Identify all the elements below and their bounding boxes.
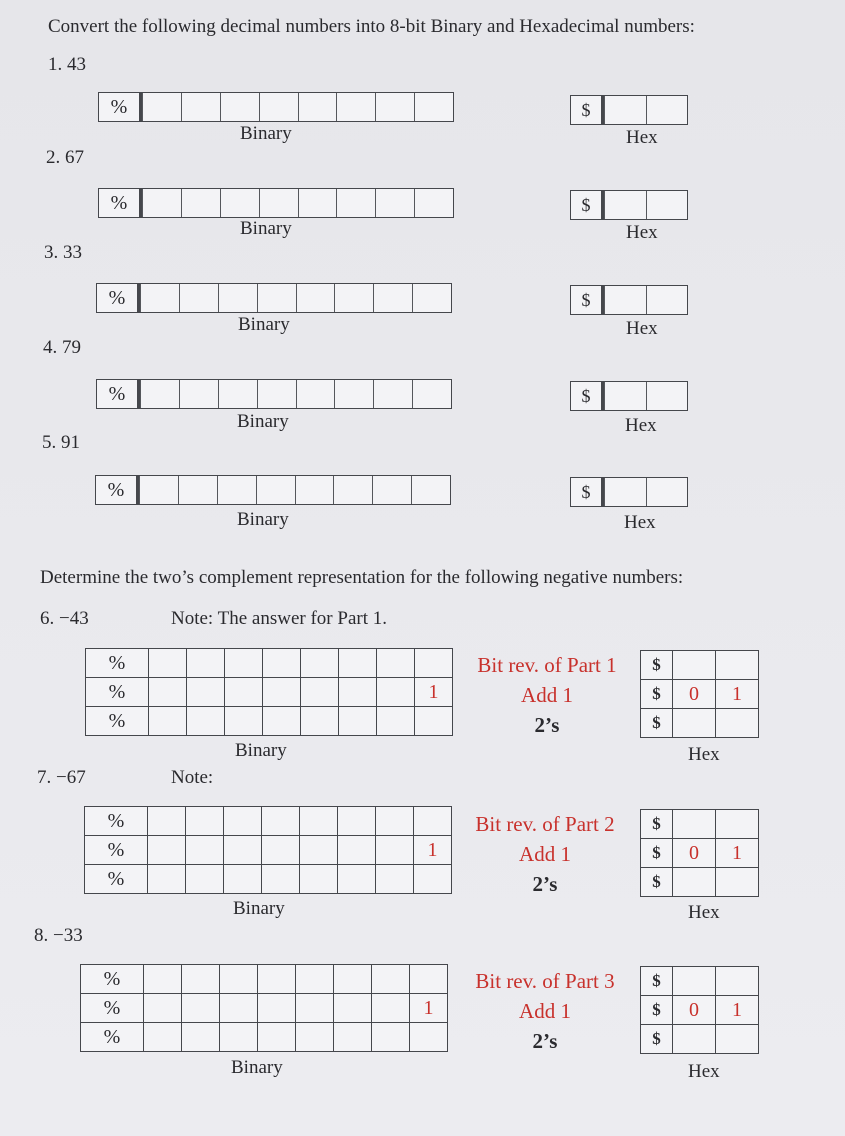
bit-cell[interactable]	[220, 93, 259, 121]
bit-cell[interactable]	[144, 965, 182, 994]
bit-cell[interactable]	[296, 284, 335, 312]
problem-note: Note: The answer for Part 1.	[171, 608, 387, 629]
bit-cell[interactable]	[149, 678, 187, 707]
problem-label: 4. 79	[43, 337, 81, 358]
bit-cell[interactable]	[377, 678, 415, 707]
hex-cell[interactable]	[673, 868, 716, 897]
bit-cell[interactable]	[301, 649, 339, 678]
bit-cell[interactable]	[372, 994, 410, 1023]
bit-cell[interactable]	[220, 994, 258, 1023]
binary-prefix: %	[99, 189, 142, 217]
binary-prefix: %	[97, 380, 140, 408]
hex-cell[interactable]	[673, 709, 716, 738]
bit-cell[interactable]	[300, 807, 338, 836]
twos-hex-table[interactable]	[640, 650, 759, 738]
hex-cell[interactable]	[646, 96, 688, 124]
bit-cell[interactable]	[225, 678, 263, 707]
bit-cell[interactable]	[376, 836, 414, 865]
hex-prefix: $	[571, 96, 604, 124]
bit-cell[interactable]	[334, 1023, 372, 1052]
add-one-label: Add 1	[519, 999, 571, 1023]
table-row	[641, 868, 759, 897]
bit-cell[interactable]	[377, 707, 415, 736]
binary-prefix: %	[85, 807, 148, 836]
hex-label: Hex	[626, 318, 658, 339]
table-row	[86, 707, 453, 736]
bit-cell[interactable]	[334, 380, 373, 408]
hex-cell[interactable]	[604, 191, 646, 219]
table-row	[86, 649, 453, 678]
bit-cell[interactable]	[178, 476, 217, 504]
bit-cell[interactable]	[187, 649, 225, 678]
binary-label: Binary	[235, 740, 287, 761]
binary-prefix: %	[81, 965, 144, 994]
filled-hex-cell: 1	[716, 680, 759, 709]
table-row	[81, 994, 448, 1023]
hex-cell[interactable]	[716, 967, 759, 996]
bit-cell[interactable]	[218, 284, 257, 312]
hex-cell[interactable]	[646, 191, 688, 219]
filled-hex-cell: 1	[716, 996, 759, 1025]
bit-cell[interactable]	[140, 284, 179, 312]
bit-cell[interactable]	[144, 1023, 182, 1052]
hex-cell[interactable]	[716, 1025, 759, 1054]
hex-cell[interactable]	[604, 478, 646, 506]
bit-cell[interactable]	[296, 965, 334, 994]
twos-label: 2’s	[532, 1029, 558, 1053]
bit-cell[interactable]	[298, 189, 337, 217]
bit-cell[interactable]	[296, 1023, 334, 1052]
problem-note: Note:	[171, 767, 214, 788]
bit-cell[interactable]	[339, 678, 377, 707]
bit-cell[interactable]	[181, 189, 220, 217]
table-row	[641, 709, 759, 738]
bit-cell[interactable]	[414, 189, 453, 217]
bit-cell[interactable]	[224, 836, 262, 865]
filled-hex-cell: 0	[673, 680, 716, 709]
bit-cell[interactable]	[263, 678, 301, 707]
binary-prefix: %	[86, 707, 149, 736]
bit-cell[interactable]	[259, 189, 298, 217]
bit-cell[interactable]	[144, 994, 182, 1023]
binary-label: Binary	[238, 314, 290, 335]
binary-prefix: %	[85, 865, 148, 894]
bit-cell[interactable]	[412, 380, 451, 408]
bit-cell[interactable]	[186, 836, 224, 865]
problem-label: 8. −33	[34, 925, 83, 946]
hex-prefix: $	[641, 651, 673, 680]
table-row	[641, 996, 759, 1025]
bit-cell[interactable]	[333, 476, 372, 504]
bit-reverse-label: Bit rev. of Part 1	[477, 653, 617, 677]
bit-cell[interactable]	[182, 1023, 220, 1052]
bit-cell[interactable]	[300, 865, 338, 894]
bit-cell[interactable]	[224, 865, 262, 894]
hex-label: Hex	[626, 127, 658, 148]
hex-cell[interactable]	[716, 810, 759, 839]
binary-label: Binary	[237, 411, 289, 432]
hex-cell[interactable]	[716, 868, 759, 897]
hex-cell[interactable]	[646, 478, 688, 506]
bit-cell[interactable]	[179, 380, 218, 408]
bit-cell[interactable]	[373, 284, 412, 312]
bit-cell[interactable]	[179, 284, 218, 312]
bit-cell[interactable]	[334, 284, 373, 312]
operation-labels	[452, 966, 638, 1056]
hex-label: Hex	[688, 744, 720, 765]
table-row	[641, 810, 759, 839]
hex-prefix: $	[641, 1025, 673, 1054]
filled-bit-cell: 1	[415, 678, 453, 707]
binary-answer-grid[interactable]	[98, 188, 454, 218]
bit-cell[interactable]	[296, 380, 335, 408]
hex-cell[interactable]	[604, 96, 646, 124]
table-row	[641, 967, 759, 996]
bit-cell[interactable]	[217, 476, 256, 504]
bit-cell[interactable]	[372, 965, 410, 994]
binary-prefix: %	[81, 1023, 144, 1052]
bit-cell[interactable]	[258, 994, 296, 1023]
bit-cell[interactable]	[139, 476, 178, 504]
hex-cell[interactable]	[673, 651, 716, 680]
twos-binary-table[interactable]	[85, 648, 453, 736]
hex-cell[interactable]	[716, 651, 759, 680]
hex-cell[interactable]	[604, 286, 646, 314]
bit-cell[interactable]	[148, 836, 186, 865]
binary-label: Binary	[240, 218, 292, 239]
filled-hex-cell: 1	[716, 839, 759, 868]
bit-cell[interactable]	[142, 189, 181, 217]
bit-cell[interactable]	[412, 284, 451, 312]
twos-binary-table[interactable]	[84, 806, 452, 894]
add-one-label: Add 1	[519, 842, 571, 866]
table-row	[641, 839, 759, 868]
hex-prefix: $	[571, 191, 604, 219]
bit-cell[interactable]	[375, 93, 414, 121]
table-row	[81, 1023, 448, 1052]
bit-cell[interactable]	[149, 707, 187, 736]
bit-cell[interactable]	[339, 649, 377, 678]
operation-labels	[452, 809, 638, 899]
bit-cell[interactable]	[259, 93, 298, 121]
hex-cell[interactable]	[673, 810, 716, 839]
bit-cell[interactable]	[187, 678, 225, 707]
twos-hex-table[interactable]	[640, 966, 759, 1054]
table-row	[641, 651, 759, 680]
bit-cell[interactable]	[257, 380, 296, 408]
bit-cell[interactable]	[182, 994, 220, 1023]
bit-cell[interactable]	[148, 807, 186, 836]
binary-label: Binary	[240, 123, 292, 144]
problem-label: 3. 33	[44, 242, 82, 263]
hex-prefix: $	[641, 996, 673, 1025]
bit-cell[interactable]	[414, 865, 452, 894]
table-row	[85, 865, 452, 894]
hex-cell[interactable]	[646, 382, 688, 410]
bit-cell[interactable]	[301, 707, 339, 736]
bit-cell[interactable]	[257, 284, 296, 312]
bit-cell[interactable]	[256, 476, 295, 504]
bit-cell[interactable]	[336, 189, 375, 217]
bit-cell[interactable]	[142, 93, 181, 121]
bit-cell[interactable]	[300, 836, 338, 865]
bit-cell[interactable]	[336, 93, 375, 121]
hex-answer-grid[interactable]	[570, 190, 688, 220]
twos-binary-table[interactable]	[80, 964, 448, 1052]
problem-label: 2. 67	[46, 147, 84, 168]
twos-label: 2’s	[534, 713, 560, 737]
binary-prefix: %	[81, 994, 144, 1023]
binary-answer-grid[interactable]	[96, 379, 452, 409]
hex-answer-grid[interactable]	[570, 285, 688, 315]
hex-label: Hex	[625, 415, 657, 436]
hex-cell[interactable]	[604, 382, 646, 410]
hex-cell[interactable]	[673, 1025, 716, 1054]
bit-cell[interactable]	[140, 380, 179, 408]
hex-prefix: $	[571, 382, 604, 410]
binary-prefix: %	[97, 284, 140, 312]
bit-cell[interactable]	[376, 807, 414, 836]
bit-cell[interactable]	[187, 707, 225, 736]
table-row	[641, 680, 759, 709]
bit-cell[interactable]	[377, 649, 415, 678]
bit-cell[interactable]	[263, 707, 301, 736]
hex-prefix: $	[641, 868, 673, 897]
bit-cell[interactable]	[148, 865, 186, 894]
hex-prefix: $	[641, 709, 673, 738]
bit-cell[interactable]	[375, 189, 414, 217]
hex-prefix: $	[641, 967, 673, 996]
bit-cell[interactable]	[373, 380, 412, 408]
twos-label: 2’s	[532, 872, 558, 896]
problem-label: 7. −67	[37, 767, 86, 788]
table-row	[86, 678, 453, 707]
binary-answer-grid[interactable]	[95, 475, 451, 505]
bit-cell[interactable]	[262, 807, 300, 836]
bit-cell[interactable]	[414, 93, 453, 121]
problem-label: 6. −43	[40, 608, 89, 629]
bit-cell[interactable]	[338, 836, 376, 865]
hex-label: Hex	[626, 222, 658, 243]
hex-label: Hex	[688, 902, 720, 923]
bit-cell[interactable]	[224, 807, 262, 836]
table-row	[85, 836, 452, 865]
hex-prefix: $	[571, 286, 604, 314]
bit-cell[interactable]	[225, 649, 263, 678]
bit-reverse-label: Bit rev. of Part 2	[475, 812, 615, 836]
bit-cell[interactable]	[298, 93, 337, 121]
bit-cell[interactable]	[376, 865, 414, 894]
bit-cell[interactable]	[220, 965, 258, 994]
binary-label: Binary	[237, 509, 289, 530]
problem-label: 5. 91	[42, 432, 80, 453]
hex-cell[interactable]	[673, 967, 716, 996]
bit-cell[interactable]	[186, 807, 224, 836]
bit-cell[interactable]	[149, 649, 187, 678]
bit-cell[interactable]	[415, 707, 453, 736]
table-row	[85, 807, 452, 836]
hex-cell[interactable]	[716, 709, 759, 738]
binary-label: Binary	[233, 898, 285, 919]
binary-prefix: %	[86, 678, 149, 707]
binary-answer-grid[interactable]	[98, 92, 454, 122]
add-one-label: Add 1	[521, 683, 573, 707]
bit-cell[interactable]	[262, 836, 300, 865]
bit-cell[interactable]	[258, 1023, 296, 1052]
bit-cell[interactable]	[296, 994, 334, 1023]
bit-cell[interactable]	[411, 476, 450, 504]
bit-cell[interactable]	[415, 649, 453, 678]
filled-hex-cell: 0	[673, 996, 716, 1025]
bit-cell[interactable]	[334, 965, 372, 994]
bit-cell[interactable]	[225, 707, 263, 736]
binary-prefix: %	[99, 93, 142, 121]
hex-prefix: $	[641, 680, 673, 709]
hex-cell[interactable]	[646, 286, 688, 314]
bit-cell[interactable]	[220, 189, 259, 217]
problem-label: 1. 43	[48, 54, 86, 75]
hex-answer-grid[interactable]	[570, 381, 688, 411]
part2-instruction: Determine the two’s complement representation for the following negative numbers:	[40, 567, 684, 588]
bit-cell[interactable]	[339, 707, 377, 736]
hex-prefix: $	[641, 839, 673, 868]
hex-label: Hex	[624, 512, 656, 533]
bit-cell[interactable]	[182, 965, 220, 994]
bit-cell[interactable]	[263, 649, 301, 678]
hex-prefix: $	[641, 810, 673, 839]
filled-bit-cell: 1	[410, 994, 448, 1023]
binary-prefix: %	[86, 649, 149, 678]
bit-cell[interactable]	[338, 865, 376, 894]
binary-answer-grid[interactable]	[96, 283, 452, 313]
table-row	[81, 965, 448, 994]
binary-label: Binary	[231, 1057, 283, 1078]
binary-prefix: %	[85, 836, 148, 865]
hex-label: Hex	[688, 1061, 720, 1082]
operation-labels	[454, 650, 640, 740]
hex-answer-grid[interactable]	[570, 477, 688, 507]
hex-answer-grid[interactable]	[570, 95, 688, 125]
binary-prefix: %	[96, 476, 139, 504]
bit-cell[interactable]	[186, 865, 224, 894]
bit-cell[interactable]	[258, 965, 296, 994]
table-row	[641, 1025, 759, 1054]
part1-instruction: Convert the following decimal numbers into 8-bit Binary and Hexadecimal numbers:	[48, 16, 695, 37]
twos-hex-table[interactable]	[640, 809, 759, 897]
bit-cell[interactable]	[295, 476, 334, 504]
bit-cell[interactable]	[414, 807, 452, 836]
filled-bit-cell: 1	[414, 836, 452, 865]
bit-cell[interactable]	[262, 865, 300, 894]
bit-cell[interactable]	[218, 380, 257, 408]
bit-cell[interactable]	[338, 807, 376, 836]
filled-hex-cell: 0	[673, 839, 716, 868]
bit-cell[interactable]	[410, 965, 448, 994]
bit-cell[interactable]	[372, 476, 411, 504]
bit-cell[interactable]	[220, 1023, 258, 1052]
bit-cell[interactable]	[301, 678, 339, 707]
bit-cell[interactable]	[410, 1023, 448, 1052]
bit-cell[interactable]	[372, 1023, 410, 1052]
bit-cell[interactable]	[334, 994, 372, 1023]
bit-cell[interactable]	[181, 93, 220, 121]
bit-reverse-label: Bit rev. of Part 3	[475, 969, 615, 993]
hex-prefix: $	[571, 478, 604, 506]
